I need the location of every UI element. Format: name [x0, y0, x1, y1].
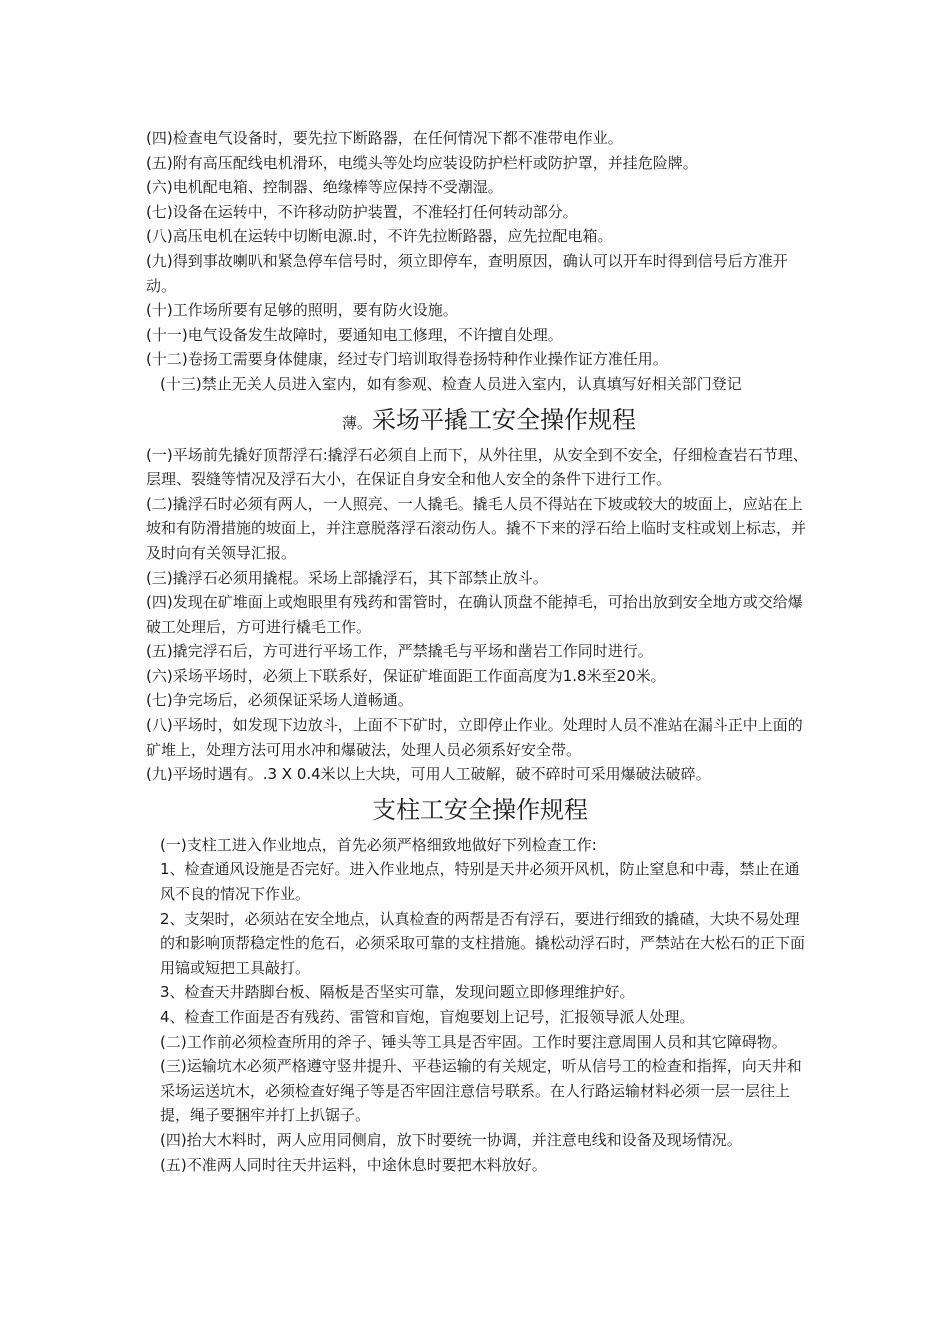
rule-item: (四)抬大木料时，两人应用同侧肩，放下时要统一协调，并注意电线和设备及现场情况。 — [160, 1130, 742, 1149]
rule-item: 4、检查工作面是否有残药、雷管和盲炮，盲炮要划上记号，汇报领导派人处理。 — [160, 1008, 695, 1026]
section-hoist-rules — [146, 126, 814, 443]
rule-item: (十)工作场所要有足够的照明，要有防火设施。 — [146, 301, 458, 320]
rule-item: 2、支架时，必须站在安全地点，认真检查的两帮是否有浮石，要进行细致的撬碴，大块不易处理的和影响顶帮稳定性的危石，必须采取可靠的支柱措施。撬松动浮石时，严禁站在大松石的正下面用镐或短把工具敲打。 — [160, 909, 806, 977]
rule-item-tail: 薄。 — [342, 413, 373, 432]
rule-item: (三)撬浮石必须用撬棍。采场上部撬浮石，其下部禁止放斗。 — [146, 568, 548, 587]
rule-item: (五)不准两人同时往天井运料，中途休息时要把木料放好。 — [160, 1155, 547, 1174]
section-heading: 采场平撬工安全操作规程 — [372, 405, 637, 434]
rule-item: (九)得到事故喇叭和紧急停车信号时，须立即停车，查明原因，确认可以开车时得到信号后方准开动。 — [146, 251, 788, 295]
rule-item: (八)高压电机在运转中切断电源.时，不许先拉断路器，应先拉配电箱。 — [146, 227, 613, 246]
rule-item: (十二)卷扬工需要身体健康，经过专门培训取得卷扬特种作业操作证方准任用。 — [146, 350, 668, 369]
rule-item: (六)采场平场时，必须上下联系好，保证矿堆面距工作面高度为1.8米至20米。 — [146, 666, 666, 685]
rule-item: (三)运输坑木必须严格遵守竖井提升、平巷运输的有关规定，听从信号工的检查和指挥，向天井和采场运送坑木，必须检查好绳子等是否牢固注意信号联系。在人行路运输材料必须一层一层往上提，绳子要捆牢并打上扒锯子。 — [160, 1057, 802, 1125]
rule-item: (九)平场时遇有。.3 X 0.4米以上大块，可用人工破解，破不碎时可采用爆破法破碎。 — [146, 765, 711, 784]
rule-item: (二)撬浮石时必须有两人，一人照亮、一人撬毛。撬毛人员不得站在下坡或较大的坡面上，应站在上坡和有防滑措施的坡面上，并注意脱落浮石滚动伤人。撬不下来的浮石给上临时支柱或划上标志，并及时向有关领导汇报。 — [146, 494, 807, 562]
rule-item: (五)撬完浮石后，方可进行平场工作，严禁撬毛与平场和凿岩工作同时进行。 — [146, 642, 653, 661]
rule-item: 3、检查天井踏脚台板、隔板是否坚实可靠，发现问题立即修理维护好。 — [160, 983, 635, 1002]
rule-item: 1、检查通风设施是否完好。进入作业地点，特别是天井必须开风机，防止窒息和中毒，禁止在通风不良的情况下作业。 — [160, 860, 800, 904]
rule-item: (十一)电气设备发生故障时，要通知电工修理，不许擅自处理。 — [146, 325, 563, 344]
section-heading: 支柱工安全操作规程 — [372, 795, 588, 824]
rule-item: (四)检查电气设备时，要先拉下断路器，在任何情况下都不准带电作业。 — [146, 129, 623, 147]
section-timbering-rules — [146, 787, 814, 1177]
rule-item: (六)电机配电箱、控制器、绝缘棒等应保持不受潮湿。 — [146, 178, 503, 197]
rule-item: (二)工作前必须检查所用的斧子、锤头等工具是否牢固。工作时要注意周围人员和其它障碍物。 — [160, 1032, 787, 1051]
rule-item: (七)设备在运转中，不许移动防护装置，不准轻打任何转动部分。 — [146, 202, 578, 221]
rule-item: (七)争完场后，必须保证采场人道畅通。 — [146, 691, 413, 710]
rule-item: (八)平场时，如发现下边放斗，上面不下矿时，立即停止作业。处理时人员不准站在漏斗正中上面的矿堆上，处理方法可用水冲和爆破法，处理人员必须系好安全带。 — [146, 716, 803, 759]
section-scaling-rules — [146, 443, 814, 787]
heading-line-with-tail — [146, 397, 814, 443]
rule-item: (一)平场前先撬好顶帮浮石:撬浮石必须自上而下，从外往里，从安全到不安全，仔细检查岩石节理、层理、裂缝等情况及浮石大小，在保证自身安全和他人安全的条件下进行工作。 — [146, 445, 808, 489]
rule-item: (五)附有高压配线电机滑环，电缆头等处均应装设防护栏杆或防护罩，并挂危险牌。 — [146, 153, 698, 172]
document-page — [146, 126, 814, 1177]
rule-item: (四)发现在矿堆面上或炮眼里有残药和雷管时，在确认顶盘不能掉毛，可抬出放到安全地方或交给爆破工处理后，方可进行橇毛工作。 — [146, 593, 803, 636]
rule-item: (一)支柱工进入作业地点，首先必须严格细致地做好下列检查工作: — [160, 835, 597, 854]
rule-item: (十三)禁止无关人员进入室内，如有参观、检查人员进入室内，认真填写好相关部门登记 — [160, 374, 742, 393]
